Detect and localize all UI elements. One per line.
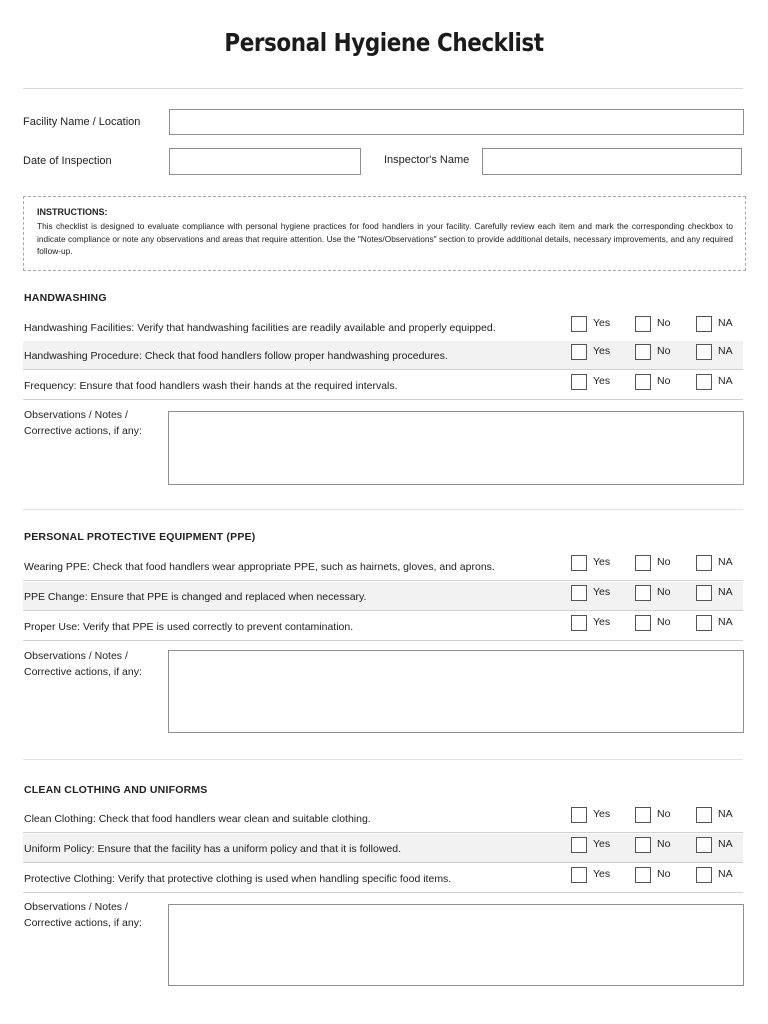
option-no-label: No bbox=[657, 808, 671, 820]
checkbox-na[interactable] bbox=[696, 807, 712, 823]
checklist-item-text: Frequency: Ensure that food handlers wash their hands at the required intervals. bbox=[24, 380, 398, 392]
checkbox-no[interactable] bbox=[635, 585, 651, 601]
section-heading: PERSONAL PROTECTIVE EQUIPMENT (PPE) bbox=[24, 531, 256, 543]
option-yes-label: Yes bbox=[593, 375, 611, 387]
checkbox-no[interactable] bbox=[635, 555, 651, 571]
option-no-label: No bbox=[657, 838, 671, 850]
checkbox-yes[interactable] bbox=[571, 344, 587, 360]
checklist-row bbox=[23, 804, 743, 833]
option-na-label: NA bbox=[718, 556, 733, 568]
option-na-label: NA bbox=[718, 317, 733, 329]
checklist-row bbox=[23, 834, 743, 863]
checklist-item-text: Handwashing Procedure: Check that food handlers follow proper handwashing procedures. bbox=[24, 350, 448, 362]
option-na-label: NA bbox=[718, 345, 733, 357]
option-yes-label: Yes bbox=[593, 556, 611, 568]
checklist-row bbox=[23, 612, 743, 641]
checkbox-yes[interactable] bbox=[571, 585, 587, 601]
date-field[interactable] bbox=[169, 148, 361, 175]
observations-label bbox=[24, 899, 164, 931]
instructions-text: This checklist is designed to evaluate compliance with personal hygiene practices for food handlers in your facility. Carefully review each item and mark the corresponding checkbox to indicate compliance or note any observations and areas that require attention. Use the "Notes/Observations" section to provide additional details, necessary improvements, and any required follow-up. bbox=[37, 221, 733, 257]
observations-label-line-1: Observations / Notes / bbox=[24, 650, 128, 662]
checkbox-no[interactable] bbox=[635, 807, 651, 823]
option-no-label: No bbox=[657, 586, 671, 598]
facility-label: Facility Name / Location bbox=[23, 116, 141, 128]
checkbox-yes[interactable] bbox=[571, 615, 587, 631]
checklist-row bbox=[23, 552, 743, 581]
observations-notes-field[interactable] bbox=[168, 411, 744, 485]
inspector-field[interactable] bbox=[482, 148, 742, 175]
option-no-label: No bbox=[657, 616, 671, 628]
observations-label-line-2: Corrective actions, if any: bbox=[24, 666, 142, 678]
option-no-label: No bbox=[657, 868, 671, 880]
observations-label bbox=[24, 407, 164, 439]
checkbox-na[interactable] bbox=[696, 374, 712, 390]
section-heading: CLEAN CLOTHING AND UNIFORMS bbox=[24, 784, 208, 796]
checklist-row bbox=[23, 371, 743, 400]
checkbox-yes[interactable] bbox=[571, 555, 587, 571]
option-no-label: No bbox=[657, 375, 671, 387]
option-no-label: No bbox=[657, 556, 671, 568]
checklist-item-text: Wearing PPE: Check that food handlers wear appropriate PPE, such as hairnets, gloves, and aprons. bbox=[24, 561, 495, 573]
checkbox-na[interactable] bbox=[696, 344, 712, 360]
option-yes-label: Yes bbox=[593, 868, 611, 880]
checklist-item-text: Handwashing Facilities: Verify that handwashing facilities are readily available and properly equipped. bbox=[24, 322, 496, 334]
date-label: Date of Inspection bbox=[23, 155, 112, 167]
checklist-item-text: Protective Clothing: Verify that protective clothing is used when handling specific food items. bbox=[24, 873, 452, 885]
option-na-label: NA bbox=[718, 808, 733, 820]
option-na-label: NA bbox=[718, 838, 733, 850]
checklist-row bbox=[23, 313, 743, 342]
observations-label-line-1: Observations / Notes / bbox=[24, 901, 128, 913]
observations-label bbox=[24, 648, 164, 680]
option-yes-label: Yes bbox=[593, 586, 611, 598]
option-na-label: NA bbox=[718, 586, 733, 598]
title-divider bbox=[23, 88, 743, 89]
checkbox-no[interactable] bbox=[635, 344, 651, 360]
section-heading: HANDWASHING bbox=[24, 292, 107, 304]
checklist-item-text: Proper Use: Verify that PPE is used correctly to prevent contamination. bbox=[24, 621, 354, 633]
observations-label-line-2: Corrective actions, if any: bbox=[24, 425, 142, 437]
page-title: Personal Hygiene Checklist bbox=[224, 28, 544, 57]
checkbox-no[interactable] bbox=[635, 615, 651, 631]
checkbox-na[interactable] bbox=[696, 867, 712, 883]
checklist-row bbox=[23, 341, 743, 370]
checkbox-na[interactable] bbox=[696, 585, 712, 601]
observations-label-line-2: Corrective actions, if any: bbox=[24, 917, 142, 929]
option-na-label: NA bbox=[718, 616, 733, 628]
option-na-label: NA bbox=[718, 868, 733, 880]
checkbox-na[interactable] bbox=[696, 316, 712, 332]
checklist-item-text: Uniform Policy: Ensure that the facility has a uniform policy and that it is followed. bbox=[24, 843, 402, 855]
section-divider bbox=[23, 509, 743, 510]
checkbox-na[interactable] bbox=[696, 615, 712, 631]
observations-label-line-1: Observations / Notes / bbox=[24, 409, 128, 421]
option-no-label: No bbox=[657, 345, 671, 357]
option-yes-label: Yes bbox=[593, 345, 611, 357]
inspector-label: Inspector's Name bbox=[384, 154, 470, 166]
option-yes-label: Yes bbox=[593, 838, 611, 850]
facility-field[interactable] bbox=[169, 109, 744, 135]
checkbox-yes[interactable] bbox=[571, 807, 587, 823]
instructions-heading: INSTRUCTIONS: bbox=[37, 207, 108, 217]
checkbox-no[interactable] bbox=[635, 374, 651, 390]
option-no-label: No bbox=[657, 317, 671, 329]
instructions-box bbox=[23, 196, 746, 271]
checklist-row bbox=[23, 582, 743, 611]
observations-notes-field[interactable] bbox=[168, 650, 744, 733]
observations-notes-field[interactable] bbox=[168, 904, 744, 986]
checklist-item-text: PPE Change: Ensure that PPE is changed and replaced when necessary. bbox=[24, 591, 367, 603]
option-yes-label: Yes bbox=[593, 808, 611, 820]
option-yes-label: Yes bbox=[593, 317, 611, 329]
option-na-label: NA bbox=[718, 375, 733, 387]
checkbox-na[interactable] bbox=[696, 555, 712, 571]
checkbox-yes[interactable] bbox=[571, 316, 587, 332]
checkbox-yes[interactable] bbox=[571, 867, 587, 883]
checkbox-no[interactable] bbox=[635, 837, 651, 853]
checkbox-yes[interactable] bbox=[571, 837, 587, 853]
checklist-item-text: Clean Clothing: Check that food handlers wear clean and suitable clothing. bbox=[24, 813, 371, 825]
checkbox-yes[interactable] bbox=[571, 374, 587, 390]
checkbox-na[interactable] bbox=[696, 837, 712, 853]
section-divider bbox=[23, 759, 743, 760]
checklist-row bbox=[23, 864, 743, 893]
option-yes-label: Yes bbox=[593, 616, 611, 628]
checkbox-no[interactable] bbox=[635, 867, 651, 883]
checkbox-no[interactable] bbox=[635, 316, 651, 332]
